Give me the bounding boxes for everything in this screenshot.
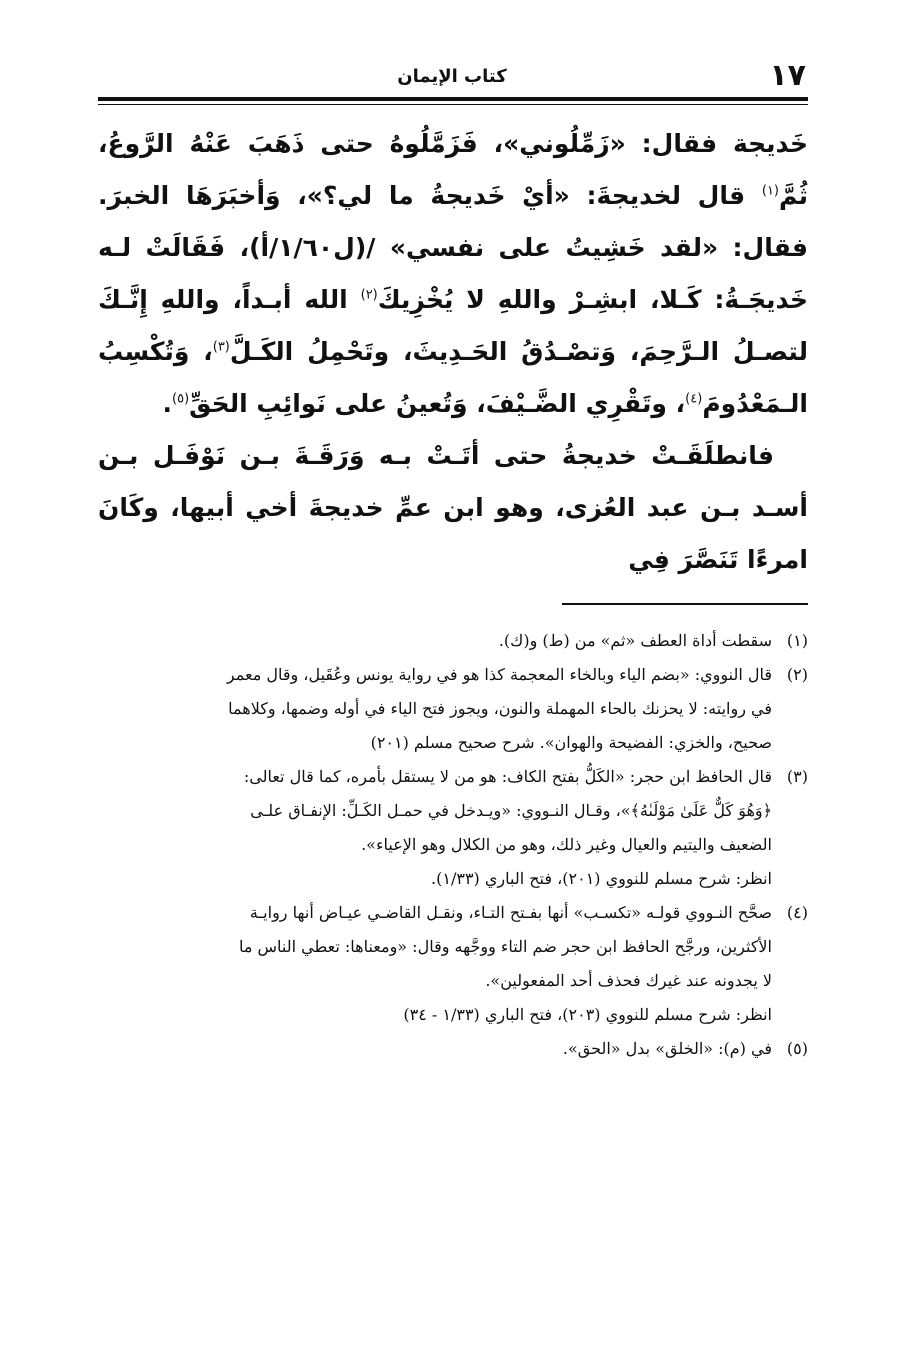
footnote-marker-5[interactable]: (٥) [172,391,190,407]
footnote-line: ﴿وَهُوَ كَلٌّ عَلَىٰ مَوْلَىٰهُ﴾»، وقـال النـووي: «ويـدخل في حمـل الكَـلِّ: الإنفـاق علـى [250,801,772,820]
text-segment: قال لخديجةَ: «أيْ خَديجةُ ما لي؟»، وَأخبَرَهَا الخبرَ. فقال: «لقد خَشِيتُ على نفسي» /(ل١/٦٠/أ)، فَقَالَتْ لـه خَديجَـةُ: كَـلا، ابشِـرْ واللهِ لا يُخْزِيكَ [98,181,808,314]
text-segment: ، وَتُكْسِبُ الـمَعْدُومَ [98,337,808,418]
footnote-5 [98,1032,808,1066]
footnote-2 [98,658,808,760]
footnote-reference: انظر: شرح مسلم للنووي (٢٠١)، فتح الباري (١/٣٣). [431,869,772,888]
header-rule-thick [98,97,808,101]
footnote-marker-4[interactable]: (٤) [685,391,703,407]
running-title: كتاب الإيمان [397,66,507,87]
footnote-reference: انظر: شرح مسلم للنووي (٢٠٣)، فتح الباري (١/٣٣ - ٣٤) [403,1005,772,1024]
text-segment: . [162,389,172,418]
page-header [98,58,806,98]
footnote-number: (٤) [786,903,808,922]
main-text [98,118,808,586]
text-segment: ، وتَقْرِي الضَّـيْفَ، وَتُعينُ على نَوائِبِ الحَقِّ [189,389,686,418]
footnote-separator [562,603,808,605]
footnote-line: صحيح، والخزي: الفضيحة والهوان». شرح صحيح مسلم (٢٠١) [370,733,772,752]
footnote-line: صحَّح النـووي قولـه «تكسـب» أنها بفـتح التـاء، ونقـل القاضـي عيـاض أنها روايـة [249,903,772,922]
footnote-1 [98,624,808,658]
footnote-number: (٥) [786,1039,808,1058]
footnote-line: الأكثرين، ورجَّح الحافظ ابن حجر ضم التاء ووجَّهه وقال: «ومعناها: تعطي الناس ما [238,937,772,956]
main-paragraph-2: فانطلَقَـتْ خديجةُ حتى أتَـتْ بـه وَرَقَـةَ بـن نَوْفَـل بـن أسـد بـن عبد العُزى، وهو ابن عمِّ خديجةَ أخي أبيها، وكَانَ امرءًا تَنَصَّرَ فِي [98,441,808,574]
footnote-line: في روايته: لا يحزنك بالحاء المهملة والنون، ويجوز فتح الياء في أوله وضمها، وكلاهما [228,699,772,718]
text-segment: خَديجة فقال: «زَمِّلُوني»، فَزَمَّلُوهُ حتى ذَهَبَ عَنْهُ الرَّوعُ، ثُمَّ [98,129,808,210]
footnote-number: (٣) [786,767,808,786]
header-rule-thin [98,104,808,105]
footnote-line: الضعيف واليتيم والعيال وغير ذلك، وهو من الكلال وهو الإعياء». [361,835,772,854]
footnotes-section [98,624,808,1066]
page-number: ١٧ [769,58,806,93]
footnote-line: في (م): «الخلق» بدل «الحق». [562,1039,772,1058]
footnote-marker-2[interactable]: (٢) [360,287,378,303]
footnote-3 [98,760,808,896]
footnote-4 [98,896,808,1032]
footnote-marker-1[interactable]: (١) [761,183,779,199]
text-segment: الله أبـداً، واللهِ إِنَّـكَ لتصـلُ الـرَّحِمَ، وَتصْـدُقُ الحَـدِيثَ، وتَحْمِلُ الكَـلَّ [98,285,808,366]
footnote-number: (١) [786,631,808,650]
footnote-number: (٢) [786,665,808,684]
footnote-line: لا يجدونه عند غيرك فحذف أحد المفعولين». [485,971,772,990]
footnote-line: قال النووي: «بضم الياء وبالخاء المعجمة كذا هو في رواية يونس وعُقَيل، وقال معمر [226,665,772,684]
main-paragraph-1 [98,118,808,430]
footnote-marker-3[interactable]: (٣) [212,339,230,355]
footnote-line: سقطت أداة العطف «ثم» من (ط) و(ك). [498,631,772,650]
footnote-line: قال الحافظ ابن حجر: «الكَلُّ بفتح الكاف: هو من لا يستقل بأمره، كما قال تعالى: [243,767,772,786]
